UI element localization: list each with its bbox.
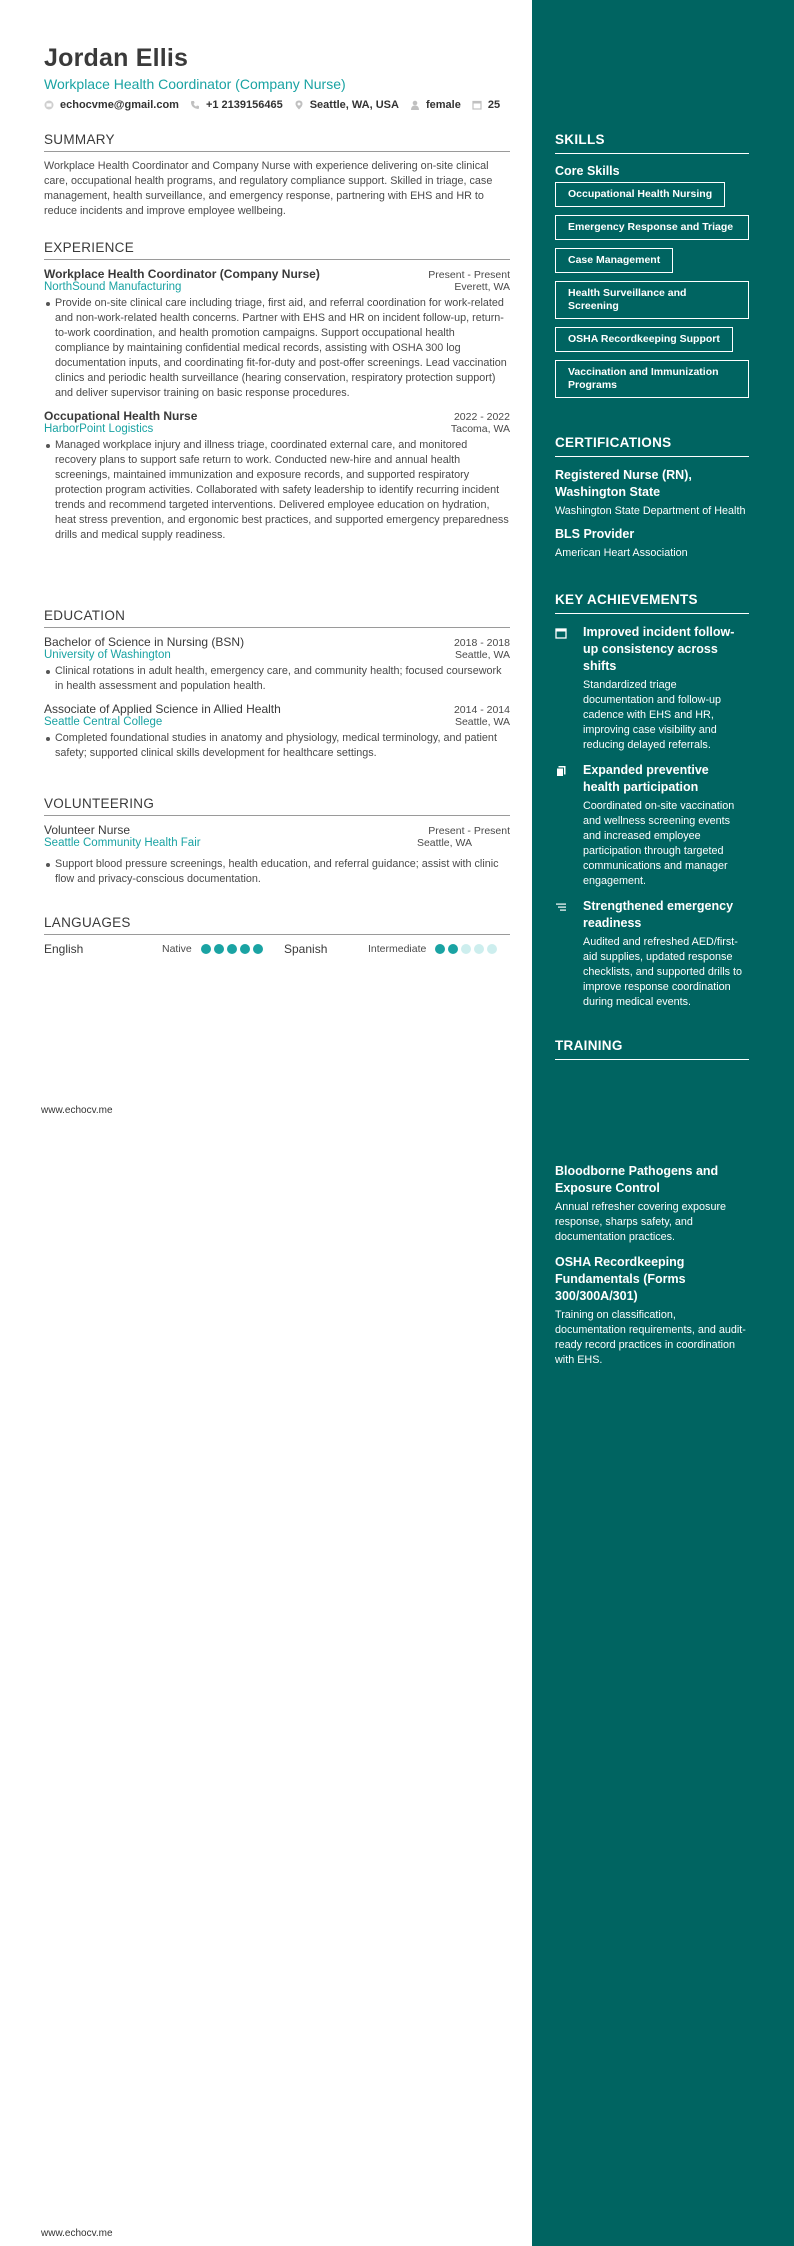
skill-tag: Case Management — [555, 248, 673, 273]
language-name: Spanish — [284, 942, 328, 956]
skill-tag: Emergency Response and Triage — [555, 215, 749, 240]
experience-entry — [44, 267, 510, 401]
contact-location — [294, 99, 399, 111]
achievement-item — [555, 624, 749, 753]
entry-date: Present - Present — [428, 825, 510, 837]
achievement-item — [555, 762, 749, 889]
language-rating — [435, 944, 500, 954]
achievement-title: Strengthened emergency readiness — [583, 899, 734, 930]
experience-section — [44, 240, 510, 551]
volunteering-heading: VOLUNTEERING — [44, 796, 510, 816]
entry-organization: NorthSound Manufacturing — [44, 281, 182, 293]
entry-bullet: Clinical rotations in adult health, emergency care, and community health; focused coursework in health assessment and population health. — [44, 664, 510, 694]
training-name: OSHA Recordkeeping Fundamentals (Forms 300/300A/301) — [555, 1255, 686, 1303]
languages-list — [44, 942, 510, 956]
achievements-heading: KEY ACHIEVEMENTS — [555, 592, 749, 614]
contact-email-text: echocvme@gmail.com — [60, 99, 179, 111]
contact-gender — [410, 99, 461, 111]
rating-dot — [201, 944, 211, 954]
list-icon — [555, 898, 583, 1010]
summary-text: Workplace Health Coordinator and Company Nurse with experience delivering on-site clinical care, occupational health programs, and regulatory compliance support. Skilled in triage, case management, health surveillance, and emergency response, partnering with EHS and HR to reduce incidents and improve employee wellbeing. — [44, 160, 493, 217]
entry-date: 2018 - 2018 — [453, 637, 510, 649]
entry-title: Associate of Applied Science in Allied Health — [44, 702, 281, 716]
language-item — [44, 942, 284, 956]
training-description: Training on classification, documentation requirements, and audit-ready record practices in coordination with EHS. — [555, 1309, 746, 1366]
education-section — [44, 608, 510, 769]
entry-date: 2022 - 2022 — [453, 411, 510, 423]
training-description: Annual refresher covering exposure response, sharps safety, and documentation practices. — [555, 1201, 727, 1243]
education-entry — [44, 702, 510, 761]
rating-dot — [253, 944, 263, 954]
volunteering-section — [44, 796, 510, 895]
certification-issuer: Washington State Department of Health — [555, 505, 746, 517]
achievement-description: Coordinated on-site vaccination and wellness screening events and increased employee participation through targeted communications and manager engagement. — [583, 800, 735, 887]
email-icon — [44, 100, 54, 110]
footer-website[interactable]: www.echocv.me — [41, 1105, 113, 1116]
training-section — [555, 1038, 749, 1070]
candidate-name: Jordan Ellis — [44, 44, 189, 72]
achievement-item — [555, 898, 749, 1010]
documents-icon — [555, 762, 583, 889]
summary-section — [44, 132, 510, 219]
entry-bullet: Support blood pressure screenings, health education, and referral guidance; assist with clinic flow and privacy-conscious documentation. — [44, 857, 510, 887]
achievement-title: Expanded preventive health participation — [583, 763, 709, 794]
certifications-heading: CERTIFICATIONS — [555, 435, 749, 457]
contact-age — [472, 99, 500, 111]
summary-heading: SUMMARY — [44, 132, 510, 152]
rating-dot — [435, 944, 445, 954]
skill-tag: Vaccination and Immunization Programs — [555, 360, 749, 398]
rating-dot — [214, 944, 224, 954]
entry-location: Tacoma, WA — [450, 423, 510, 435]
skills-heading: SKILLS — [555, 132, 749, 154]
rating-dot — [474, 944, 484, 954]
entry-organization: HarborPoint Logistics — [44, 423, 154, 435]
entry-location: Seattle, WA — [454, 716, 510, 728]
achievement-description: Standardized triage documentation and follow-up cadence with EHS and HR, improving case visibility and reducing delayed referrals. — [583, 679, 722, 751]
skill-tag: OSHA Recordkeeping Support — [555, 327, 733, 352]
skills-section — [555, 132, 749, 406]
experience-heading: EXPERIENCE — [44, 240, 510, 260]
entry-location: Seattle, WA — [454, 649, 510, 661]
language-rating — [201, 944, 266, 954]
language-name: English — [44, 942, 84, 956]
entry-bullet: Completed foundational studies in anatomy and physiology, medical terminology, and patient safety; supported clinical skills development for healthcare settings. — [44, 731, 510, 761]
entry-date: 2014 - 2014 — [453, 704, 510, 716]
contact-bar — [44, 99, 511, 111]
contact-phone[interactable] — [190, 99, 283, 111]
language-level: Native — [162, 943, 192, 955]
location-icon — [294, 100, 304, 110]
calendar-icon — [472, 100, 482, 110]
entry-title: Volunteer Nurse — [44, 823, 131, 837]
language-item — [284, 942, 500, 956]
rating-dot — [227, 944, 237, 954]
entry-date: Present - Present — [428, 269, 510, 281]
achievement-description: Audited and refreshed AED/first-aid supplies, updated response checklists, and supported drills to improve response coordination during medical events. — [583, 936, 743, 1008]
contact-age-text: 25 — [487, 99, 501, 111]
entry-organization: Seattle Central College — [44, 716, 163, 728]
contact-gender-text: female — [425, 99, 461, 111]
language-level: Intermediate — [368, 943, 427, 955]
entry-bullet: Provide on-site clinical care including triage, first aid, and referral coordination for work-related and non-work-related health concerns. Partner with EHS and HR on incident follow-up, return-to-work coordination, and health promotion campaigns. Support occupational health compliance by maintaining confidential medical records, assisting with OSHA 300 log documentation inputs, and coordinating fit-for-duty and post-offer screenings. Lead vaccination clinics and periodic health surveillance (hearing conservation, respiratory protection support) and deliver supervisor training on basic response procedures. — [44, 296, 510, 401]
training-name: Bloodborne Pathogens and Exposure Control — [555, 1164, 719, 1195]
entry-title: Workplace Health Coordinator (Company Nurse) — [44, 267, 320, 281]
calendar-icon — [555, 624, 583, 753]
rating-dot — [448, 944, 458, 954]
experience-entry — [44, 409, 510, 543]
languages-heading: LANGUAGES — [44, 915, 510, 935]
training-list — [555, 1163, 749, 1377]
rating-dot — [487, 944, 497, 954]
entry-bullet: Managed workplace injury and illness triage, coordinated external care, and monitored recovery plans to support safe return to work. Conducted new-hire and annual health screenings, maintained immunization and exposure records, and supported respiratory protection program activities. Collaborated with safety leadership to identify recurring incident trends and recommend targeted interventions. Delivered employee education on hydration, heat stress prevention, and ergonomic best practices, and supported emergency preparedness drills and medical supply readiness. — [44, 438, 510, 543]
achievements-section — [555, 592, 749, 1019]
achievement-title: Improved incident follow-up consistency across shifts — [583, 625, 735, 673]
entry-title: Occupational Health Nurse — [44, 409, 198, 423]
contact-phone-text: +1 2139156465 — [205, 99, 283, 111]
contact-location-text: Seattle, WA, USA — [309, 99, 399, 111]
skill-tag: Health Surveillance and Screening — [555, 281, 749, 319]
certification-name: BLS Provider — [555, 527, 635, 541]
certification-issuer: American Heart Association — [555, 547, 688, 559]
training-heading: TRAINING — [555, 1038, 749, 1060]
skills-subheading: Core Skills — [555, 164, 620, 178]
rating-dot — [461, 944, 471, 954]
certifications-section — [555, 435, 749, 568]
skill-tag: Occupational Health Nursing — [555, 182, 725, 207]
volunteering-entry — [44, 823, 510, 887]
person-icon — [410, 100, 420, 110]
entry-location: Seattle, WA — [416, 837, 472, 849]
entry-title: Bachelor of Science in Nursing (BSN) — [44, 635, 245, 649]
entry-organization: Seattle Community Health Fair — [44, 837, 201, 849]
entry-location: Everett, WA — [454, 281, 510, 293]
footer-website[interactable]: www.echocv.me — [41, 2228, 113, 2239]
entry-organization: University of Washington — [44, 649, 171, 661]
certification-name: Registered Nurse (RN), Washington State — [555, 468, 692, 499]
phone-icon — [190, 100, 200, 110]
languages-section — [44, 915, 510, 956]
contact-email[interactable] — [44, 99, 179, 111]
rating-dot — [240, 944, 250, 954]
education-heading: EDUCATION — [44, 608, 510, 628]
education-entry — [44, 635, 510, 694]
job-title: Workplace Health Coordinator (Company Nurse) — [44, 76, 346, 92]
